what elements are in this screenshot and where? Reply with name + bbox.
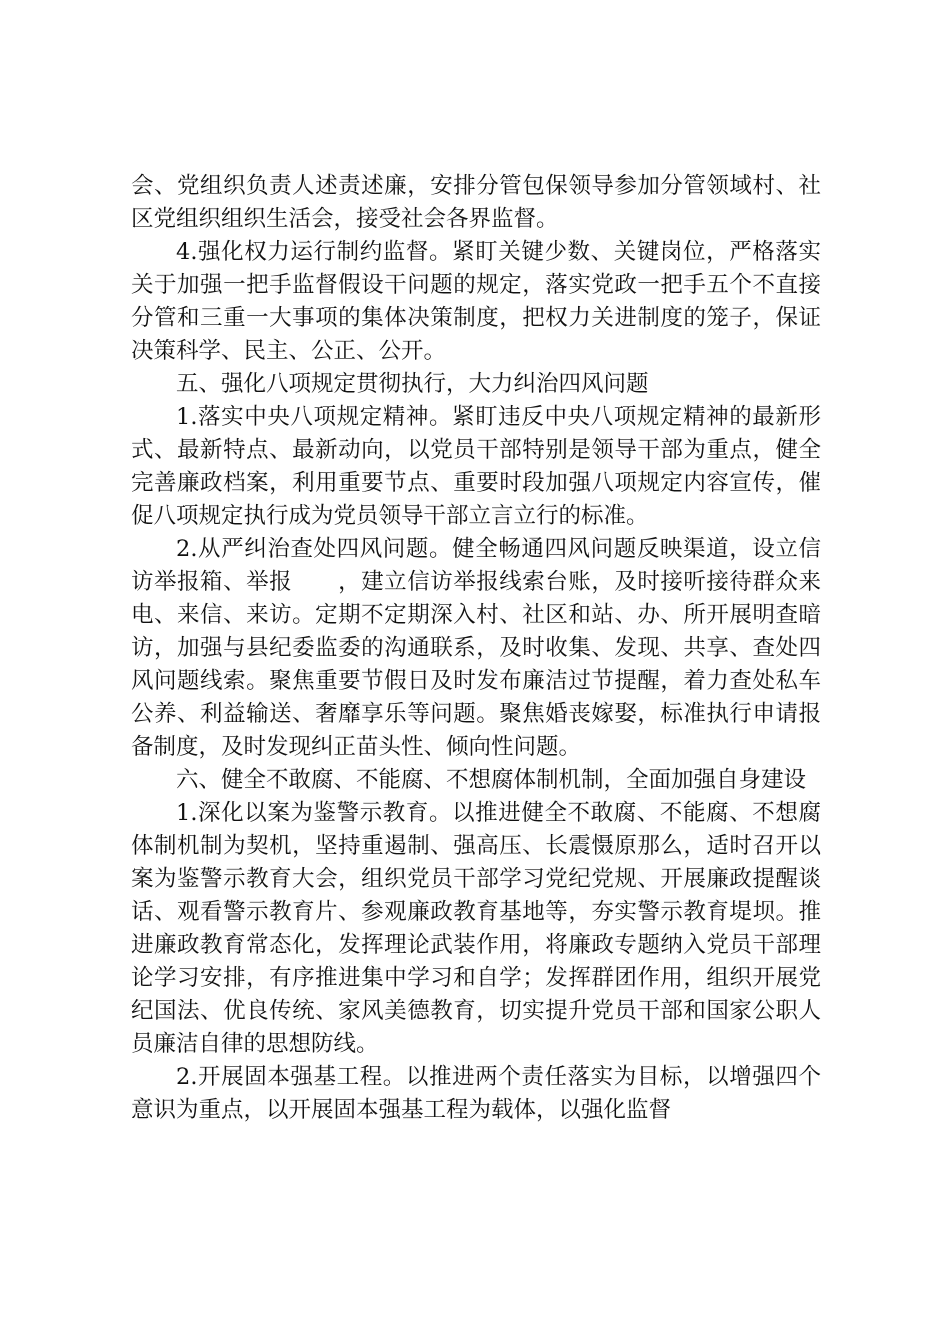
section-heading-six: 六、健全不敢腐、不能腐、不想腐体制机制，全面加强自身建设 [176, 767, 807, 793]
paragraph-four-winds: 2.从严纠治查处四风问题。健全畅通四风问题反映渠道，设立信访举报箱、举报 ，建立信访举报线索台账，及时接听接待群众来电、来信、来访。定期不定期深入村、社区和站、办、所开展明查暗访，加强与县纪委监委的沟通联系，及时收集、发现、共享、查处四风问题线索。聚焦重要节假日及时发布廉洁过节提醒，着力查处私车公养、利益输送、奢靡享乐等问题。聚焦婚丧嫁娶，标准执行申请报备制度，及时发现纠正苗头性、倾向性问题。 [131, 536, 821, 760]
section-heading-five: 五、强化八项规定贯彻执行，大力纠治四风问题 [176, 371, 649, 397]
paragraph-power-oversight: 4.强化权力运行制约监督。紧盯关键少数、关键岗位，严格落实关于加强一把手监督假设干问题的规定，落实党政一把手五个不直接分管和三重一大事项的集体决策制度，把权力关进制度的笼子，保证决策科学、民主、公正、公开。 [131, 239, 821, 364]
paragraph-foundation-project: 2.开展固本强基工程。以推进两个责任落实为目标，以增强四个意识为重点，以开展固本强基工程为载体，以强化监督 [131, 1064, 821, 1123]
paragraph-warning-education: 1.深化以案为鉴警示教育。以推进健全不敢腐、不能腐、不想腐体制机制为契机，坚持重遏制、强高压、长震慑原那么，适时召开以案为鉴警示教育大会，组织党员干部学习党纪党规、开展廉政提醒谈话、观看警示教育片、参观廉政教育基地等，夯实警示教育堤坝。推进廉政教育常态化，发挥理论武装作用，将廉政专题纳入党员干部理论学习安排，有序推进集中学习和自学；发挥群团作用，组织开展党纪国法、优良传统、家风美德教育，切实提升党员干部和国家公职人员廉洁自律的思想防线。 [131, 800, 821, 1057]
document-page [131, 170, 821, 1127]
paragraph-eight-rules: 1.落实中央八项规定精神。紧盯违反中央八项规定精神的最新形式、最新特点、最新动向，以党员干部特别是领导干部为重点，健全完善廉政档案，利用重要节点、重要时段加强八项规定内容宣传，催促八项规定执行成为党员领导干部立言立行的标准。 [131, 404, 821, 529]
paragraph-continuation: 会、党组织负责人述责述廉，安排分管包保领导参加分管领域村、社区党组织组织生活会，接受社会各界监督。 [131, 173, 821, 232]
